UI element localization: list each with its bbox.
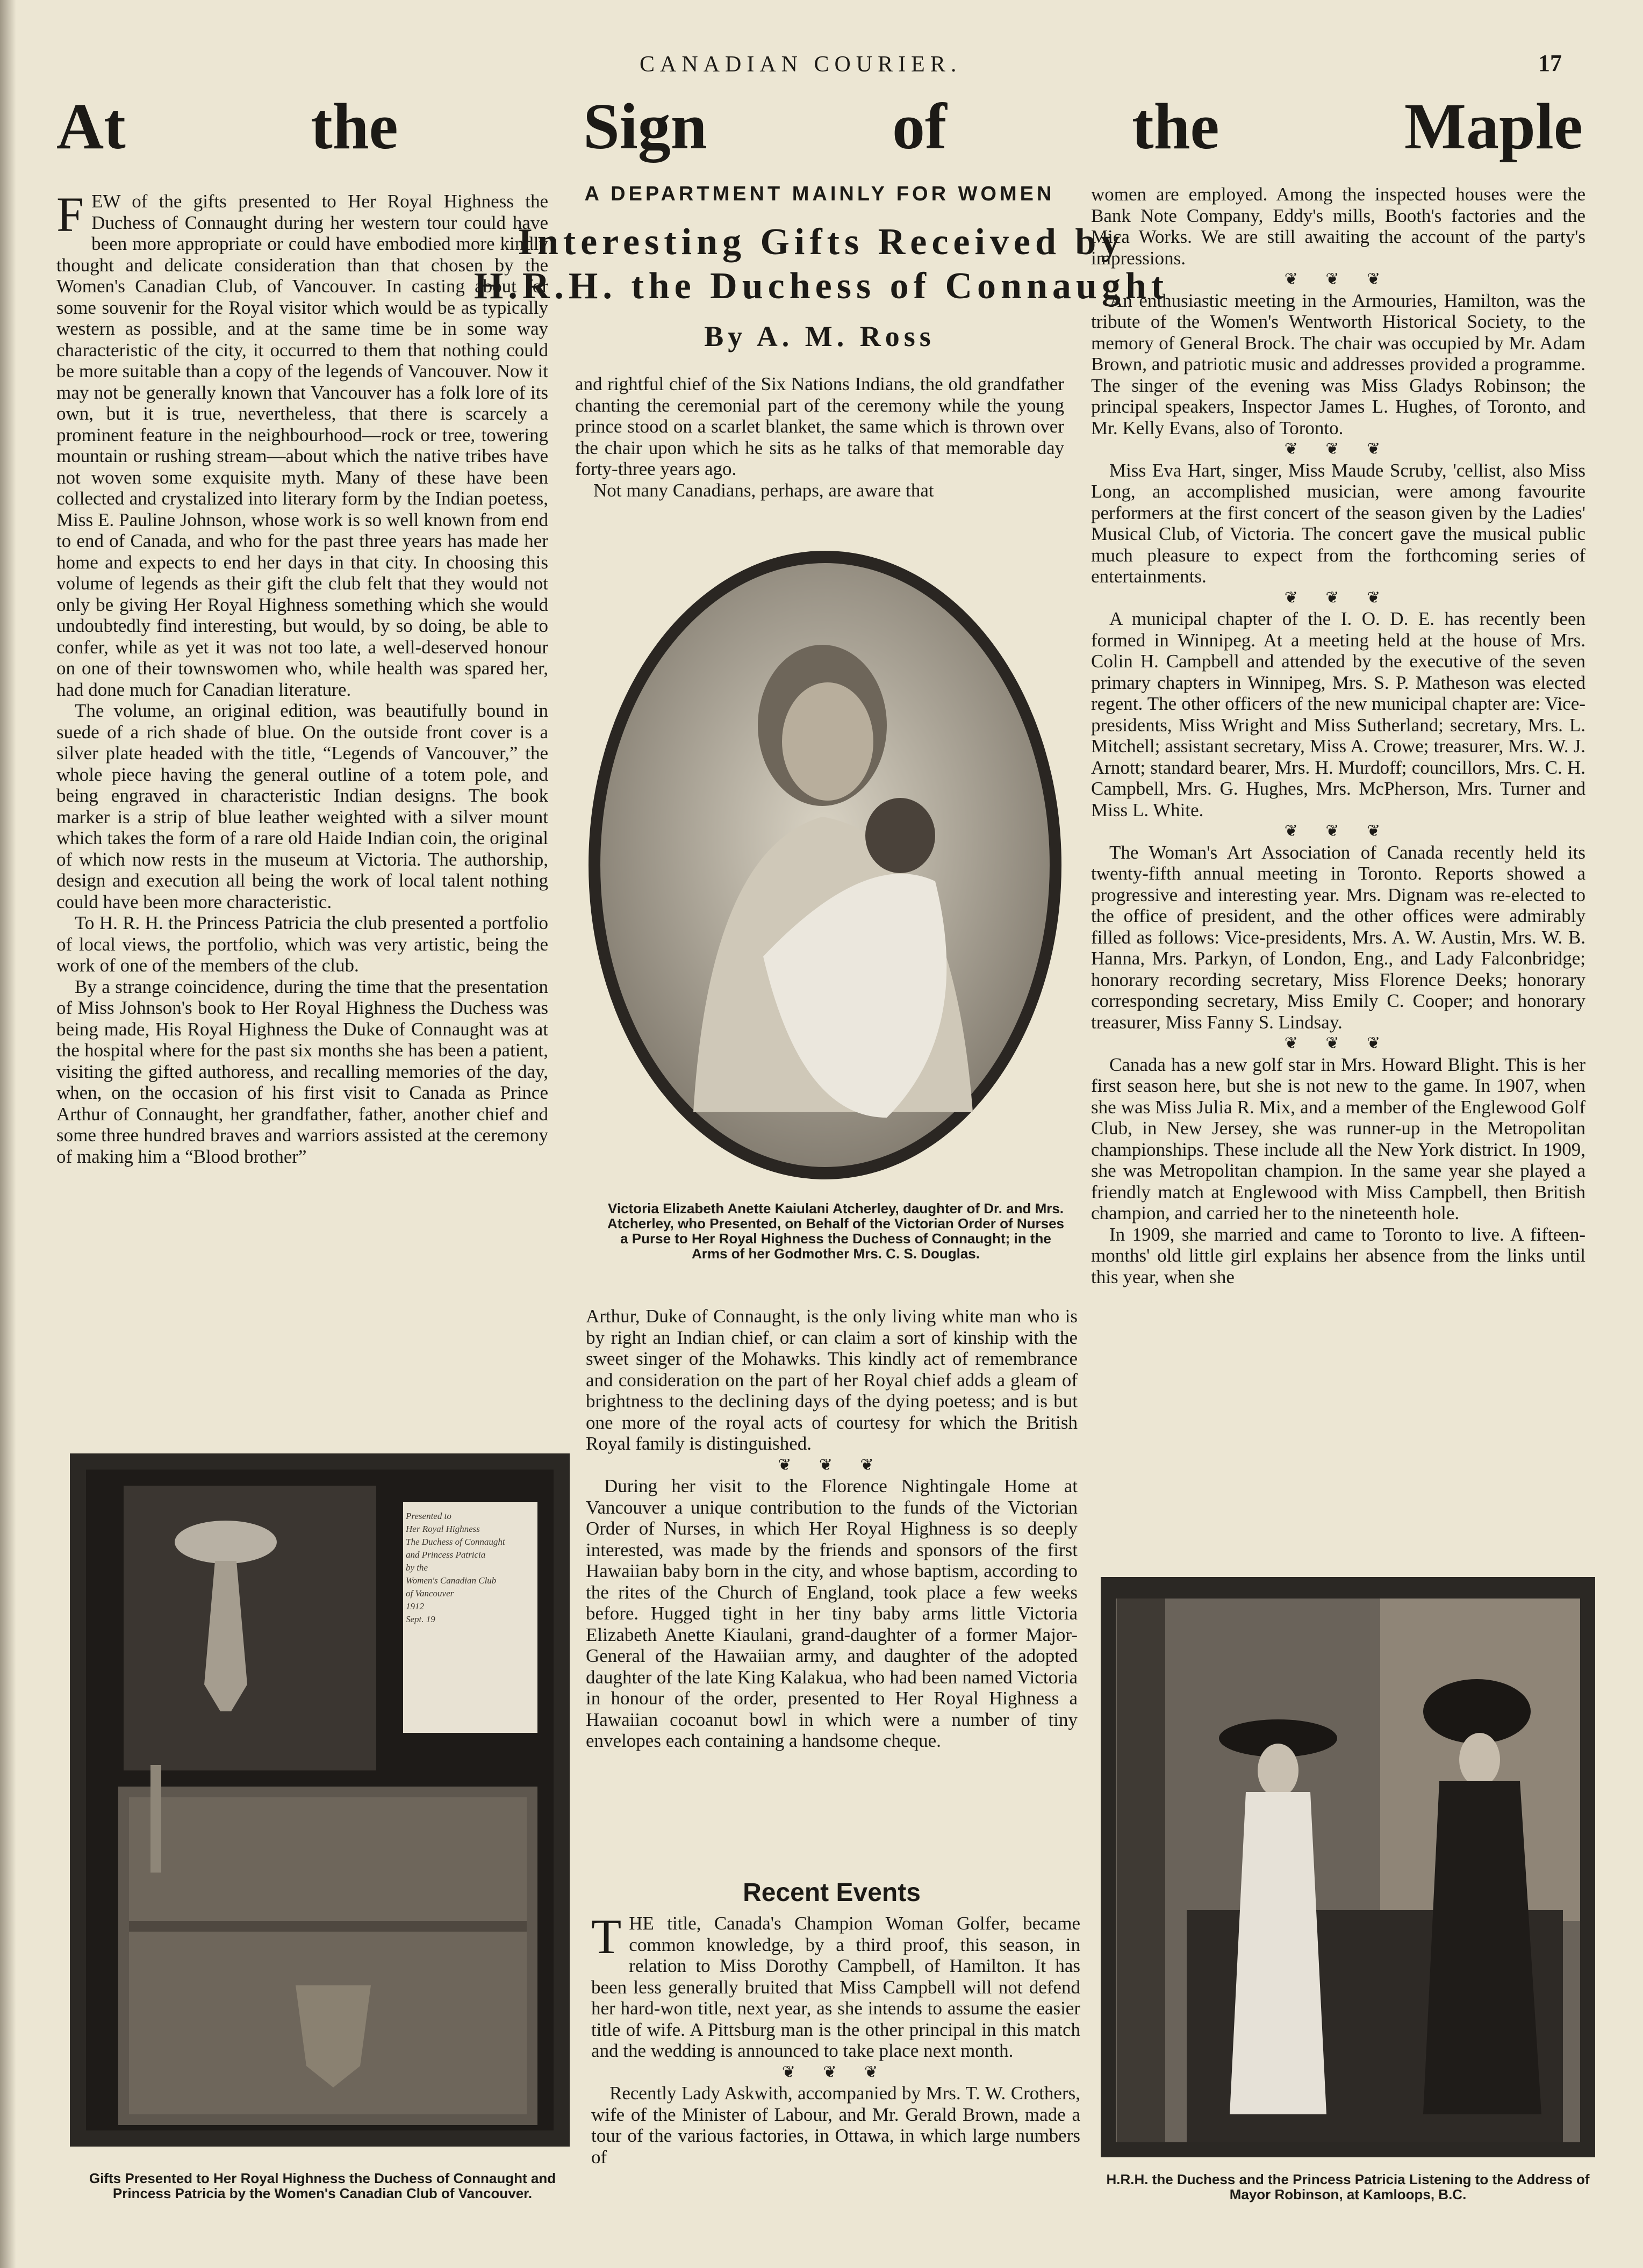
drop-cap: T: [591, 1913, 622, 1964]
card-line: Her Royal Highness: [406, 1524, 480, 1534]
paragraph: The Woman's Art Association of Canada recently held its twenty-fifth annual meeting in Toronto. Reports showed a progressive and interesting year. Mrs. Dignam was re-elected to the office of president, and the other offices were admirably filled as follows: Vice-presidents, Mrs. A. W. Austin, Mrs. W. B. Hanna, Mrs. Parkyn, of London, Eng., and Lady Falconbridge; honorary recording secretary, Miss Florence Deeks; honorary corresponding secretary, Miss Emily C. Cooper; and honorary treasurer, Miss Fanny S. Lindsay.: [1091, 841, 1585, 1033]
article-column-3: [1091, 184, 1585, 1549]
recent-events-heading: Recent Events: [743, 1878, 921, 1907]
paragraph: Not many Canadians, perhaps, are aware that: [593, 479, 934, 501]
ornament: ❦ ❦ ❦: [1284, 1034, 1393, 1052]
paragraph: By a strange coincidence, during the time that the presentation of Miss Johnson's book to Her Royal Highness the Duchess was being made, His Royal Highness the Duke of Connaught was at the hospital where for the past six months she has been a patient, visiting the gifted authoress, and recalling memories of the day, when, on the occasion of his first visit to Canada as Prince Arthur of Connaught, her grandfather, father, another chief and some three hundred braves and warriors assisted at the ceremony of making him a “Blood brother”: [56, 976, 548, 1167]
article-column-2-continued: [586, 1306, 1078, 1886]
duchess-photo: [1101, 1577, 1595, 2157]
ornament: ❦ ❦ ❦: [778, 1456, 886, 1474]
paragraph: A municipal chapter of the I. O. D. E. has recently been formed in Winnipeg. At a meeting held at the house of Mrs. Colin H. Campbell and attended by the executive of the seven primary chapters in Winnipeg, Mrs. S. P. Matheson was elected regent. The other officers of the new municipal chapter are: Vice-presidents, Miss Wright and Miss Sutherland; secretary, Mrs. L. Mitchell; assistant secretary, Miss A. Crowe; treasurer, Mrs. W. J. Arnott; standard bearer, Mrs. H. Murdoff; councillors, Mrs. C. H. Campbell, Mrs. G. Hughes, Mrs. McPherson, Mrs. Turner and Miss L. White.: [1091, 608, 1585, 820]
card-line: The Duchess of Connaught: [406, 1537, 505, 1547]
article-headline: Interesting Gifts Received by H.R.H. the Duchess of Connaught: [473, 221, 1169, 307]
paragraph: HE title, Canada's Champion Woman Golfer, became common knowledge, by a third proof, this season, in relation to Miss Dorothy Campbell, of Hamilton. It has been less generally bruited that Miss Campbell will not defend her hard-won title, next year, as she intends to assume the easier title of wife. A Pittsburg man is the other principal in this match and the wedding is announced to take place next month.: [591, 1913, 1080, 2061]
duchess-caption: H.R.H. the Duchess and the Princess Patricia Listening to the Address of Mayor Robinson, at Kamloops, B.C.: [1106, 2171, 1590, 2202]
binding-shadow: [0, 0, 16, 2268]
paragraph: In 1909, she married and came to Toronto to live. A fifteen-months' old little girl explains her absence from the links until this year, when she: [1091, 1223, 1585, 1287]
drop-cap: F: [56, 191, 84, 242]
card-line: Presented to: [406, 1511, 451, 1521]
card-line: and Princess Patricia: [406, 1550, 486, 1560]
gift-card: [406, 1510, 529, 1730]
masthead-word: Maple: [1404, 90, 1583, 163]
card-line: of Vancouver: [406, 1588, 454, 1599]
masthead-word: Sign: [583, 90, 707, 163]
page-number: 17: [1538, 50, 1562, 76]
card-line: 1912: [406, 1601, 424, 1611]
ornament: ❦ ❦ ❦: [781, 2063, 890, 2081]
portrait-photo: [586, 548, 1064, 1182]
paragraph: EW of the gifts presented to Her Royal Highness the Duchess of Connaught during her western tour could have been more appropriate or could have embodied more kindly thought and delicate consideration than that chosen by the Women's Canadian Club, of Vancouver. In casting about for some souvenir for the Royal visitor which would be as typically western as possible, and at the same time be in some way characteristic of the city, it occurred to them that nothing could be more suitable than a copy of the legends of Vancouver. Now it may not be generally known that Vancouver has a folk lore of its own, but it is true, nevertheless, that there is scarcely a prominent feature in the neighbourhood—rock or tree, towering mountain or rushing stream—about which the native tribes have not woven some exquisite myth. Many of these have been collected and crystalized into literary form by the Indian poetess, Miss E. Pauline Johnson, whose work is so well known from end to end of Canada, and who for the past three years has made her home and expects to end her days in that city. In choosing this volume of legends as their gift the club felt that they would not only be giving Her Royal Highness something which she would undoubtedly find interesting, but would, by so doing, be able to confer, while as yet it was not too late, a well-deserved honour on one of their townswomen who, while health was spared her, had done much for Canadian literature.: [56, 191, 548, 700]
masthead-word: of: [892, 90, 947, 163]
paragraph: Arthur, Duke of Connaught, is the only living white man who is by right an Indian chief, or can claim a sort of kinship with the sweet singer of the Mohawks. This kindly act of remembrance and consideration on the part of her Royal chief adds a gleam of brightness to the declining days of the dying poetess; and is but one more of the royal acts of courtesy for which the British Royal family is distinguished.: [586, 1306, 1078, 1454]
paragraph: Canada has a new golf star in Mrs. Howard Blight. This is her first season here, but she is not new to the game. In 1907, when she was Miss Julia R. Mix, and a member of the Englewood Golf Club, in New Jersey, she was runner-up in the Metropolitan championships. These include all the New York district. In 1909, she was Metropolitan champion. In the same year she played a friendly match at Englewood with Miss Campbell, then British champion, and carried her to the nineteenth hole.: [1091, 1054, 1585, 1223]
article-column-2: [575, 373, 1064, 529]
article-column-1: [56, 191, 548, 1421]
ornament: ❦ ❦ ❦: [1284, 588, 1393, 607]
ornament: ❦ ❦ ❦: [1284, 822, 1393, 840]
card-line: Women's Canadian Club: [406, 1575, 497, 1586]
paragraph: Miss Eva Hart, singer, Miss Maude Scruby, 'cellist, also Miss Long, an accomplished musician, were among favourite performers at the first concert of the season given by the Ladies' Musical Club, of Victoria. The concert gave the musical public much pleasure to expect from the forthcoming series of entertainments.: [1091, 459, 1585, 587]
ornament: ❦ ❦ ❦: [1284, 270, 1393, 288]
paragraph: The volume, an original edition, was beautifully bound in suede of a rich shade of blue. On the outside front cover is a silver plate headed with the title, “Legends of Vancouver,” the whole piece having the general outline of a totem pole, and being engraved in characteristic Indian designs. The book marker is a strip of blue leather weighted with a silver mount which takes the form of a rare old Haide Indian coin, the original of which now rests in the museum at Victoria. The authorship, design and execution all being the work of local talent nothing could have been more characteristic.: [56, 700, 548, 912]
portrait-caption: Victoria Elizabeth Anette Kaiulani Atcherley, daughter of Dr. and Mrs. Atcherley, who Presented, on Behalf of the Victorian Order of Nurses a Purse to Her Royal Highness the Duchess of Connaught; in the Arms of her Godmother Mrs. C. S. Douglas.: [607, 1200, 1064, 1262]
ornament: ❦ ❦ ❦: [1284, 440, 1393, 458]
masthead-word: At: [56, 90, 126, 163]
masthead-word: the: [1131, 90, 1219, 163]
gifts-caption: Gifts Presented to Her Royal Highness the Duchess of Connaught and Princess Patricia by the Women's Canadian Club of Vancouver.: [89, 2170, 556, 2201]
paragraph: and rightful chief of the Six Nations Indians, the old grandfather chanting the ceremonial part of the ceremony while the young prince stood on a scarlet blanket, the same which is thrown over the chair upon which he sits as he talks of that memorable day forty-three years ago.: [575, 373, 1064, 479]
masthead: [56, 90, 1583, 163]
recent-events-column: [591, 1913, 1080, 2230]
byline: By A. M. Ross: [704, 320, 935, 352]
paragraph: During her visit to the Florence Nightingale Home at Vancouver a unique contribution to the funds of the Victorian Order of Nurses, in which Her Royal Highness is so deeply interested, was made by the friends and sponsors of the first Hawaiian baby born in the city, and whose baptism, according to the rites of the Church of England, took place a few weeks before. Hugged tight in her tiny baby arms little Victoria Elizabeth Anette Kiaulani, grand-daughter of a former Major-General of the Hawaiian army, and daughter of the adopted daughter of the late King Kalakua, who had been named Victoria in honour of the order, presented to Her Royal Highness a Hawaiian cocoanut bowl in which were a number of tiny envelopes each containing a handsome cheque.: [586, 1475, 1078, 1751]
department-heading: A DEPARTMENT MAINLY FOR WOMEN: [584, 183, 1055, 205]
paragraph: Recently Lady Askwith, accompanied by Mrs. T. W. Crothers, wife of the Minister of Labour, and Mr. Gerald Brown, made a tour of the various factories, in Ottawa, in which large numbers of: [591, 2083, 1080, 2168]
paragraph: An enthusiastic meeting in the Armouries, Hamilton, was the tribute of the Women's Wentworth Historical Society, to the memory of General Brock. The chair was occupied by Mr. Adam Brown, and patriotic music and addresses provided a programme. The singer of the evening was Miss Gladys Robinson; the principal speakers, Inspector James L. Hughes, of Toronto, and Mr. Kelly Evans, also of Toronto.: [1091, 290, 1585, 438]
card-line: by the: [406, 1563, 428, 1573]
running-title: CANADIAN COURIER.: [640, 52, 962, 77]
paragraph: To H. R. H. the Princess Patricia the club presented a portfolio of local views, the portfolio, which was very artistic, being the work of one of the members of the club.: [56, 912, 548, 976]
masthead-word: the: [311, 90, 398, 163]
paragraph: women are employed. Among the inspected houses were the Bank Note Company, Eddy's mills, Booth's factories and the Mica Works. We are still awaiting the account of the party's impressions.: [1091, 184, 1585, 269]
card-line: Sept. 19: [406, 1614, 435, 1624]
